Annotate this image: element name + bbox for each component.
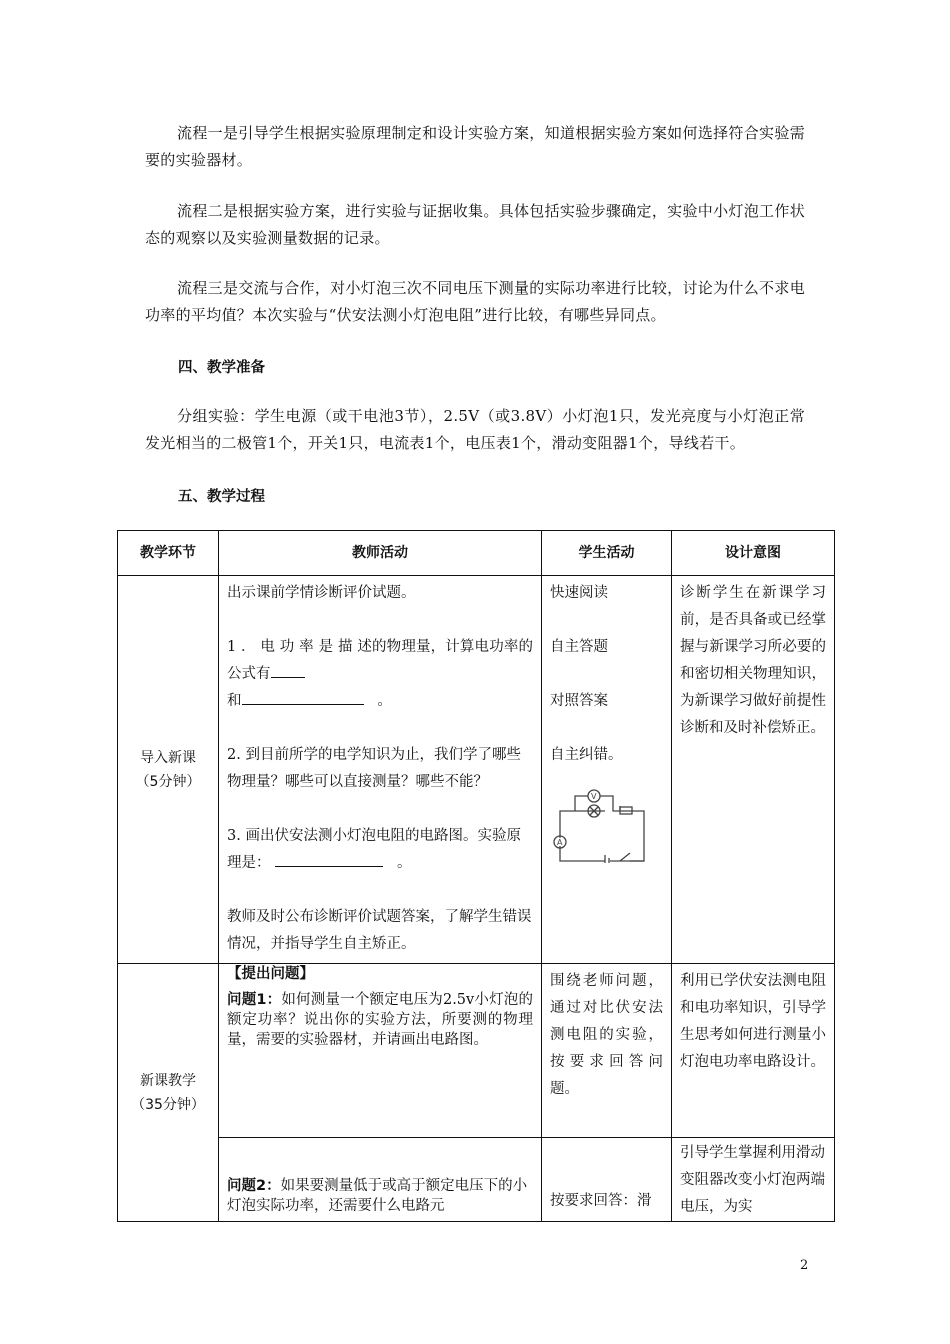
- period: 。: [396, 855, 412, 871]
- question-2: 2. 到目前所学的电学知识为止，我们学了哪些物理量？哪些可以直接测量？哪些不能？: [227, 747, 521, 790]
- stage-time: （5分钟）: [135, 773, 201, 790]
- student-activity: 快速阅读: [550, 585, 608, 601]
- paragraph-preparation: 分组实验：学生电源（或干电池3节），2.5V（或3.8V）小灯泡1只，发光亮度与小灯泡正常发光相当的二极管1个，开关1只，电流表1个，电压表1个，滑动变阻器1个，导线若干。: [145, 407, 805, 452]
- paragraph-flow-3: 流程三是交流与合作，对小灯泡三次不同电压下测量的实际功率进行比较，讨论为什么不求电功率的平均值？本次实验与“伏安法测小灯泡电阻”进行比较，有哪些异同点。: [145, 279, 805, 324]
- stage-cell: [118, 964, 219, 1222]
- intent-cell: 诊断学生在新课学习前，是否具备或已经掌握与新课学习所必要的和密切相关物理知识，为新课学习做好前提性诊断和及时补偿矫正。: [672, 576, 835, 964]
- stage-name: 导入新课: [140, 749, 196, 766]
- question-1: [227, 990, 533, 1050]
- question-label: 问题2：: [227, 1178, 281, 1194]
- question-label: 问题1：: [227, 992, 282, 1008]
- table-row: [118, 576, 835, 964]
- stage-cell: [118, 576, 219, 964]
- section-heading-process: 五、教学过程: [178, 489, 265, 505]
- question-1: [227, 634, 533, 688]
- header-intent: 设计意图: [672, 531, 835, 576]
- teacher-cell: [219, 964, 542, 1138]
- paragraph-flow-1: 流程一是引导学生根据实验原理制定和设计实验方案，知道根据实验方案如何选择符合实验需要的实验器材。: [145, 124, 805, 169]
- section-heading-preparation: 四、教学准备: [178, 360, 265, 376]
- teacher-cell: [219, 1138, 542, 1222]
- student-activity: 自主纠错。: [550, 747, 623, 763]
- question-1-cont: [227, 688, 533, 715]
- teacher-cell: [219, 576, 542, 964]
- circuit-diagram: [550, 783, 655, 863]
- table-row: [118, 1138, 835, 1222]
- question-text: 如何测量一个额定电压为2.5v小灯泡的额定功率？说出你的实验方法，所要测的物理量，需要的实验器材，并请画出电路图。: [227, 992, 533, 1048]
- student-cell: 围绕老师问题，通过对比伏安法测电阻的实验，按要求回答问题。: [542, 964, 672, 1138]
- header-teacher: 教师活动: [219, 531, 542, 576]
- answer-blank: [275, 851, 383, 867]
- table-header-row: [118, 531, 835, 576]
- raise-question-heading: 【提出问题】: [227, 966, 314, 982]
- svg-text:V: V: [591, 792, 597, 801]
- question-3-text: 3. 画出伏安法测小灯泡电阻的电路图。实验原理是：: [227, 828, 521, 871]
- paragraph-flow-2: 流程二是根据实验方案，进行实验与证据收集。具体包括实验步骤确定，实验中小灯泡工作状态的观察以及实验测量数据的记录。: [145, 202, 805, 247]
- stage-name: 新课教学: [140, 1072, 196, 1089]
- intent-cell: 利用已学伏安法测电阻和电功率知识，引导学生思考如何进行测量小灯泡电功率电路设计。: [672, 964, 835, 1138]
- answer-blank: [271, 662, 305, 678]
- intent-cell: 引导学生掌握利用滑动变阻器改变小灯泡两端电压，为实: [672, 1138, 835, 1222]
- stage-time: （35分钟）: [131, 1096, 205, 1113]
- svg-text:A: A: [557, 838, 563, 847]
- header-student: 学生活动: [542, 531, 672, 576]
- teacher-feedback: 教师及时公布诊断评价试题答案，了解学生错误情况，并指导学生自主矫正。: [227, 909, 532, 952]
- question-3: [227, 823, 533, 877]
- student-activity: 自主答题: [550, 639, 608, 655]
- question-text: 如果要测量低于或高于额定电压下的小灯泡实际功率，还需要什么电路元: [227, 1178, 528, 1214]
- student-activity: 对照答案: [550, 693, 608, 709]
- question-1-text: 1 ． 电 功 率 是 描 述的物理量，计算电功率的公式有: [227, 639, 533, 682]
- question-1-and: 和: [227, 693, 242, 709]
- teacher-text: 出示课前学情诊断评价试题。: [227, 585, 416, 601]
- header-stage: 教学环节: [118, 531, 219, 576]
- teaching-process-table: [117, 530, 835, 1222]
- page-number: 2: [800, 1258, 809, 1273]
- student-cell: 按要求回答：滑: [542, 1138, 672, 1222]
- table-row: [118, 964, 835, 1138]
- student-cell: [542, 576, 672, 964]
- period: 。: [377, 693, 392, 709]
- answer-blank: [242, 689, 364, 705]
